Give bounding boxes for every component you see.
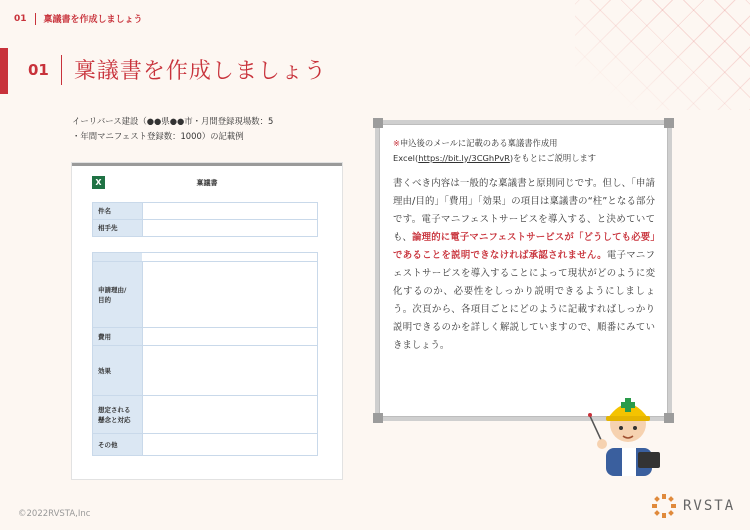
- construction-worker-illustration: [588, 386, 668, 476]
- copyright: ©2022RVSTA,Inc: [18, 509, 91, 519]
- note-tail: )をもとにご説明します: [509, 153, 597, 163]
- body-text-emphasis: 論理的に電子マニフェストサービスが「どうしても必要」であることを説明できなければ承認されません。: [393, 232, 655, 261]
- form-value-other: [142, 434, 317, 455]
- form-row-recipient: [92, 219, 318, 237]
- board-corner-tl: [373, 118, 383, 128]
- reason-label-1: 申請理由/: [98, 285, 127, 294]
- form-label-subject: 件名: [93, 203, 142, 219]
- form-row-other: [93, 433, 317, 455]
- board-body-text: [393, 175, 655, 355]
- form-label-effect: 効果: [93, 346, 142, 395]
- approval-form-sample: [72, 163, 342, 479]
- form-value-effect: [142, 346, 317, 395]
- body-text-1: 書くべき内容は一般的な稟議書と原則同じです。但し、「申請理由/目的」「費用」「効果」の項目は稟議書の“柱”となる部分です。電子マニフェストサービスを導入する、と決めていても、: [393, 178, 655, 243]
- form-value-risk: [142, 396, 317, 433]
- whiteboard: [375, 120, 672, 421]
- form-main-block: [92, 252, 318, 456]
- example-caption: [72, 114, 273, 144]
- breadcrumb-number: 01: [14, 13, 27, 24]
- caption-line-2: ・年間マニフェスト登録数：1000）の記載例: [72, 131, 244, 141]
- form-row-subject: [92, 202, 318, 220]
- form-row-effect: [93, 345, 317, 395]
- form-row-reason: [93, 261, 317, 327]
- page-title-number: 01: [28, 60, 49, 79]
- form-label-reason: [93, 262, 142, 327]
- page-title: [28, 54, 327, 85]
- form-title: 稟議書: [196, 179, 218, 187]
- excel-icon: X: [92, 176, 105, 189]
- form-value-reason: [142, 262, 317, 327]
- form-label-cost: 費用: [93, 328, 142, 345]
- board-corner-tr: [664, 118, 674, 128]
- rvsta-logo-icon: [652, 494, 676, 518]
- form-row-risk: [93, 395, 317, 433]
- excel-link[interactable]: https://bit.ly/3CGhPvR: [418, 153, 510, 163]
- reason-label-2: 目的: [98, 295, 111, 304]
- body-text-2: 電子マニフェストサービスを導入することによって現状がどのように変化するのか、必要性をしっかり説明できるようにしましょう。次頁から、各項目ごとにどのように記載すればしっかり説明できるのかを詳しく解説していますので、順番にみていきましょう。: [393, 250, 655, 351]
- risk-label-2: 懸念と対応: [98, 415, 131, 424]
- board-note: [393, 136, 655, 166]
- rvsta-logo-text: RVSTA: [683, 498, 736, 514]
- note-line-1: 申込後のメールに記載のある稟議書作成用: [399, 138, 558, 148]
- title-accent-bar: [0, 48, 8, 94]
- form-row-cost: [93, 327, 317, 345]
- note-mark: ※: [393, 138, 400, 148]
- board-content: [393, 136, 655, 355]
- form-value-subject: [142, 203, 317, 219]
- form-label-risk: [93, 396, 142, 433]
- page-title-text: 稟議書を作成しましょう: [73, 59, 327, 84]
- form-value-recipient: [142, 220, 317, 236]
- page-title-divider: [61, 55, 62, 85]
- decorative-grid: [575, 0, 750, 110]
- form-block-header: [93, 253, 142, 261]
- board-corner-bl: [373, 413, 383, 423]
- breadcrumb: [14, 12, 143, 25]
- form-label-other: その他: [93, 434, 142, 455]
- rvsta-logo: [652, 494, 735, 518]
- caption-line-1: イーリバース建設（●●県●●市・月間登録現場数：5: [72, 116, 274, 126]
- breadcrumb-label: 稟議書を作成しましょう: [43, 15, 143, 25]
- note-excel: Excel(: [393, 153, 419, 163]
- form-value-cost: [142, 328, 317, 345]
- risk-label-1: 想定される: [98, 405, 131, 414]
- form-label-recipient: 相手先: [93, 220, 142, 236]
- breadcrumb-divider: [35, 13, 36, 25]
